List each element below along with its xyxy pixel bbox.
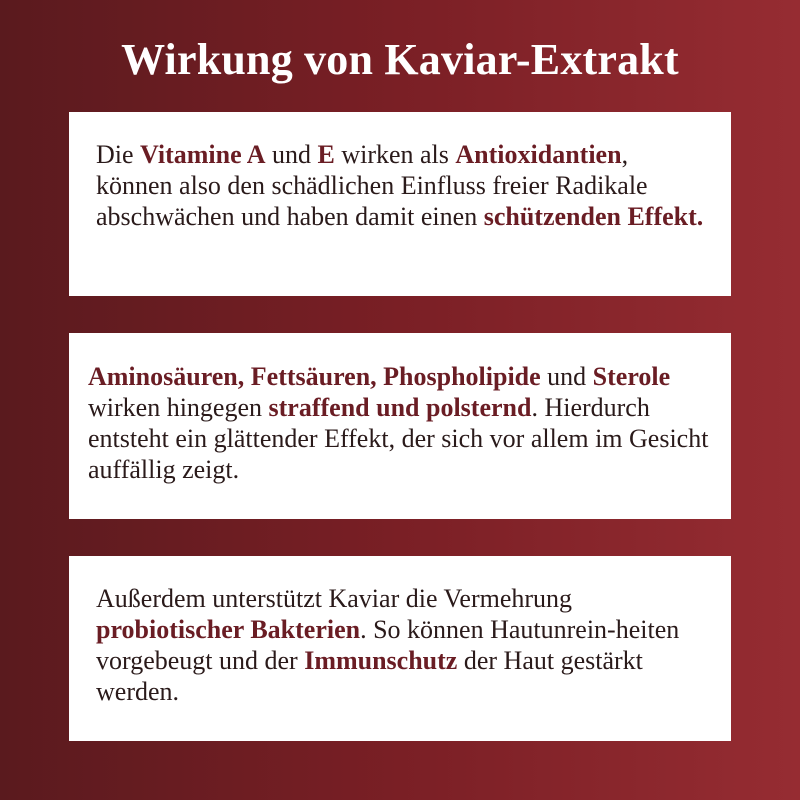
text-segment: , können also den schädlichen Einfluss freier Radikale abschwächen und haben damit einen	[96, 140, 648, 231]
info-card-vitamins	[69, 112, 731, 296]
text-segment: und	[265, 140, 318, 169]
text-segment: Außerdem unterstützt Kaviar die Vermehrung	[96, 584, 573, 613]
text-segment: . Hierdurch entsteht ein glättender Effekt, der sich vor allem im Gesicht auffällig zeigt.	[88, 393, 709, 484]
card-text	[96, 583, 711, 707]
text-segment: und	[540, 362, 593, 391]
text-segment: . So können Hautunrein-heiten vorgebeugt und der	[96, 615, 680, 675]
highlight-antioxidantien: Antioxidantien	[455, 140, 622, 169]
highlight-vitamin-e: E	[317, 140, 335, 169]
text-segment: wirken als	[334, 140, 456, 169]
highlight-schuetzender-effekt: schützenden Effekt.	[483, 202, 704, 231]
highlight-aminosaeuren: Aminosäuren, Fettsäuren, Phospholipide	[88, 362, 541, 391]
highlight-straffend-polsternd: straffend und polsternd	[268, 393, 532, 422]
info-card-amino-acids	[69, 333, 731, 519]
info-card-probiotics	[69, 556, 731, 741]
card-text	[88, 361, 711, 485]
text-segment: wirken hingegen	[88, 393, 269, 422]
highlight-vitamine-a: Vitamine A	[140, 140, 266, 169]
highlight-sterole: Sterole	[592, 362, 671, 391]
card-text	[96, 139, 711, 232]
text-segment: Die	[96, 140, 141, 169]
text-segment: der Haut gestärkt werden.	[96, 646, 643, 706]
highlight-immunschutz: Immunschutz	[304, 646, 458, 675]
highlight-probiotische-bakterien: probiotischer Bakterien	[96, 615, 361, 644]
page-title: Wirkung von Kaviar-Extrakt	[121, 35, 679, 84]
